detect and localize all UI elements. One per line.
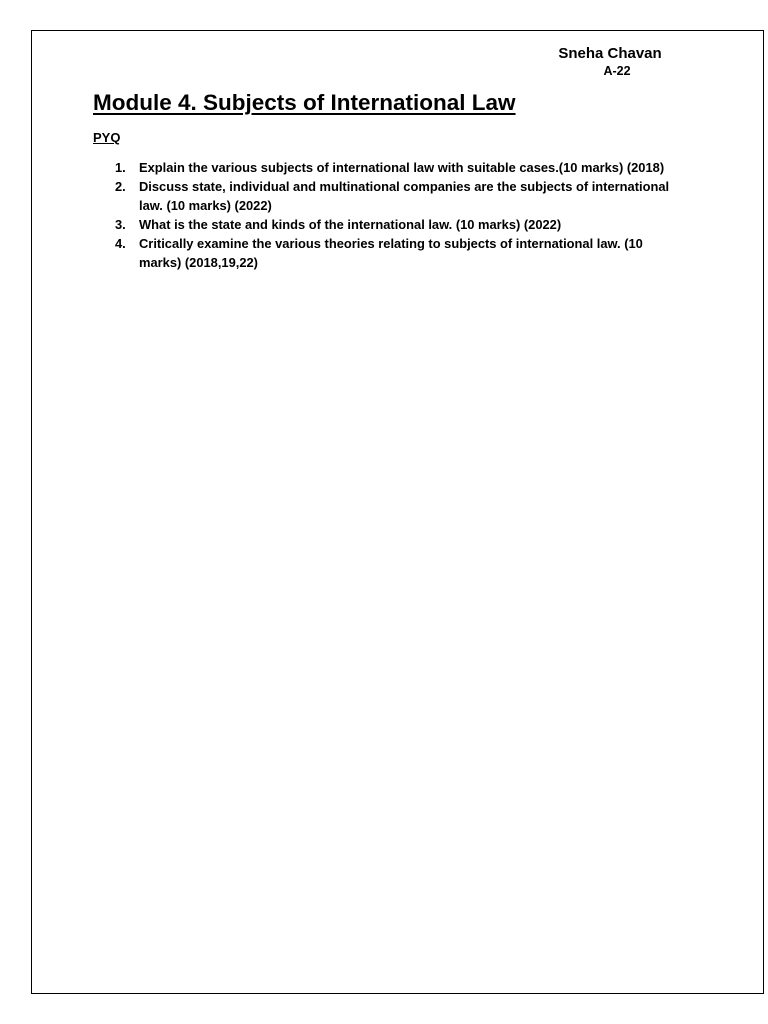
question-list <box>93 158 685 272</box>
question-text: Explain the various subjects of international law with suitable cases.(10 marks) (2018) <box>139 160 665 175</box>
section-label-pyq: PYQ <box>93 130 121 145</box>
question-number: 1. <box>115 160 126 175</box>
question-text: Critically examine the various theories relating to subjects of international law. (10 marks) (2018,19,22) <box>139 236 643 270</box>
roll-number: A-22 <box>603 64 631 78</box>
question-item <box>93 234 685 272</box>
question-item <box>93 215 685 234</box>
question-number: 3. <box>115 217 126 232</box>
question-text: What is the state and kinds of the international law. (10 marks) (2022) <box>139 217 562 232</box>
question-item <box>93 158 685 177</box>
author-block <box>540 44 680 79</box>
page-title: Module 4. Subjects of International Law <box>93 90 516 115</box>
question-number: 2. <box>115 179 126 194</box>
question-item <box>93 177 685 215</box>
question-number: 4. <box>115 236 126 251</box>
question-text: Discuss state, individual and multinational companies are the subjects of international law. (10 marks) (2022) <box>139 179 670 213</box>
author-name: Sneha Chavan <box>558 45 662 62</box>
